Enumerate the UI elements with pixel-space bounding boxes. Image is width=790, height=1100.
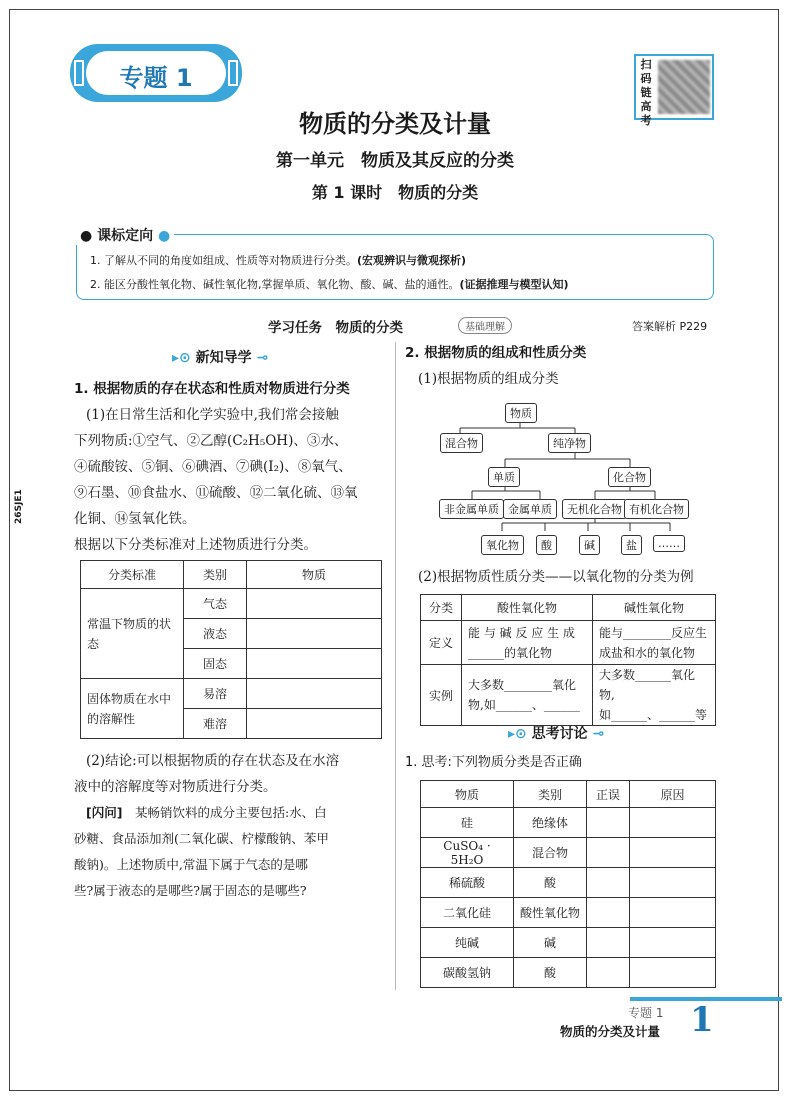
table-cell: 硅	[421, 808, 514, 838]
table-answer-cell[interactable]	[247, 649, 382, 679]
tree-node-more: ……	[653, 535, 685, 552]
table-cell: 二氧化硅	[421, 898, 514, 928]
q2-title: 2. 根据物质的组成和性质分类	[405, 345, 587, 361]
task-pill: 基础理解	[458, 317, 512, 334]
table-cell-base-ex[interactable]: 大多数______氧化物, 如______、______等	[593, 665, 716, 726]
table-answer-cell[interactable]	[247, 679, 382, 709]
table-cell: 固态	[184, 649, 247, 679]
table-header: 正误	[587, 781, 630, 808]
table-cell: CuSO₄ · 5H₂O	[421, 838, 514, 868]
inquiry-l4: 些?属于液态的是哪些?属于固态的是哪些?	[74, 883, 307, 898]
topic-badge	[70, 44, 242, 102]
footer-topic: 专题 1	[628, 1006, 664, 1020]
tree-node-inorganic: 无机化合物	[562, 499, 627, 519]
task-title: 学习任务 物质的分类	[268, 320, 403, 336]
table-header: 类别	[514, 781, 587, 808]
inquiry-l3: 酸钠)。上述物质中,常温下属于气态的是哪	[74, 857, 308, 872]
table-answer-cell[interactable]	[587, 958, 630, 988]
table-header: 分类	[421, 595, 462, 621]
standards-heading: ● 课标定向 ●	[76, 225, 174, 245]
q2-sub2: (2)根据物质性质分类——以氧化物的分类为例	[418, 569, 694, 585]
table-answer-cell[interactable]	[587, 928, 630, 958]
pen-icon: ⊸	[592, 726, 605, 742]
pen-icon: ⊸	[256, 350, 269, 366]
table-cell: 绝缘体	[514, 808, 587, 838]
table-cell: 稀硫酸	[421, 868, 514, 898]
classification-table	[80, 560, 382, 739]
q1-sub1-l3: ④硫酸铵、⑤铜、⑥碘酒、⑦碘(I₂)、⑧氧气、	[74, 459, 352, 475]
play-icon: ▸⊙	[508, 726, 527, 742]
table-answer-cell[interactable]	[630, 958, 716, 988]
lesson-title: 第 1 课时 物质的分类	[311, 183, 479, 202]
tree-node-compound: 化合物	[608, 467, 651, 487]
table-answer-cell[interactable]	[587, 898, 630, 928]
qr-label: 扫码链高考	[640, 58, 652, 127]
table-header: 分类标准	[81, 561, 184, 589]
q1-sub2-l1: (2)结论:可以根据物质的存在状态及在水溶	[86, 753, 340, 769]
q1-sub2-l2: 液中的溶解度等对物质进行分类。	[74, 779, 277, 795]
table-cell-base-def[interactable]: 能与________反应生 成盐和水的氧化物	[593, 621, 716, 665]
table-header: 类别	[184, 561, 247, 589]
q1-sub1-l4: ⑨石墨、⑩食盐水、⑪硫酸、⑫二氧化硫、⑬氧	[74, 485, 358, 501]
table-header: 物质	[247, 561, 382, 589]
play-icon: ▸⊙	[172, 350, 191, 366]
table-answer-cell[interactable]	[587, 838, 630, 868]
q2-sub1: (1)根据物质的组成分类	[418, 371, 559, 387]
q1-sub1-l2: 下列物质:①空气、②乙醇(C₂H₅OH)、③水、	[74, 433, 348, 449]
q1-title: 1. 根据物质的存在状态和性质对物质进行分类	[74, 381, 350, 397]
tree-node-organic: 有机化合物	[624, 499, 689, 519]
table-cell-acid-ex[interactable]: 大多数________氧化 物,如______、______	[462, 665, 593, 726]
badge-ornament-left	[74, 60, 84, 86]
column-divider	[395, 342, 396, 990]
table-header: 酸性氧化物	[462, 595, 593, 621]
judgment-table	[420, 780, 716, 988]
table-answer-cell[interactable]	[247, 589, 382, 619]
table-answer-cell[interactable]	[247, 709, 382, 739]
table-answer-cell[interactable]	[630, 868, 716, 898]
table-cell: 混合物	[514, 838, 587, 868]
badge-ornament-right	[228, 60, 238, 86]
tree-node-oxide: 氧化物	[481, 535, 524, 555]
table-cell: 碳酸氢钠	[421, 958, 514, 988]
tree-node-nonmetal: 非金属单质	[439, 499, 504, 519]
section-title-new-knowledge: ▸⊙ 新知导学 ⊸	[172, 350, 269, 366]
table-header: 物质	[421, 781, 514, 808]
table-header: 原因	[630, 781, 716, 808]
table-answer-cell[interactable]	[630, 838, 716, 868]
tree-node-salt: 盐	[621, 535, 642, 555]
table-answer-cell[interactable]	[587, 868, 630, 898]
q1-sub1-l1: (1)在日常生活和化学实验中,我们常会接触	[86, 407, 339, 423]
table-cell: 酸	[514, 958, 587, 988]
answer-ref: 答案解析 P229	[632, 320, 708, 333]
table-cell: 纯碱	[421, 928, 514, 958]
table-cell: 酸性氧化物	[514, 898, 587, 928]
table-header: 碱性氧化物	[593, 595, 716, 621]
table-cell: 酸	[514, 868, 587, 898]
table-group-label: 固体物质在水中的溶解性	[81, 679, 184, 739]
footer-title: 物质的分类及计量	[560, 1024, 661, 1039]
table-row-label: 实例	[421, 665, 462, 726]
table-cell: 易溶	[184, 679, 247, 709]
q1-sub1-l5: 化铜、⑭氢氧化铁。	[74, 511, 196, 527]
unit-title: 第一单元 物质及其反应的分类	[276, 151, 514, 171]
table-cell-acid-def[interactable]: 能 与 碱 反 应 生 成 ______的氧化物	[462, 621, 593, 665]
page-title: 物质的分类及计量	[299, 110, 491, 138]
tree-node-acid: 酸	[536, 535, 557, 555]
table-answer-cell[interactable]	[630, 928, 716, 958]
table-answer-cell[interactable]	[247, 619, 382, 649]
table-cell: 气态	[184, 589, 247, 619]
side-code: 26SJE1	[14, 489, 24, 524]
tree-node-element: 单质	[488, 467, 520, 487]
table-row-label: 定义	[421, 621, 462, 665]
tree-node-base: 碱	[579, 535, 600, 555]
section-title-discussion: ▸⊙ 思考讨论 ⊸	[508, 726, 605, 742]
table-cell: 液态	[184, 619, 247, 649]
topic-badge-label: 专题 1	[119, 64, 193, 92]
table-cell: 碱	[514, 928, 587, 958]
tree-node-root: 物质	[505, 403, 537, 423]
inquiry-l2: 砂糖、食品添加剂(二氧化碳、柠檬酸钠、苯甲	[74, 831, 329, 846]
tree-node-pure: 纯净物	[548, 433, 591, 453]
tree-node-mixture: 混合物	[440, 433, 483, 453]
tree-node-metal: 金属单质	[503, 499, 557, 519]
table-answer-cell[interactable]	[630, 898, 716, 928]
q1-instruction: 根据以下分类标准对上述物质进行分类。	[74, 537, 317, 553]
q3-title: 1. 思考:下列物质分类是否正确	[405, 755, 582, 770]
table-cell: 难溶	[184, 709, 247, 739]
oxide-table	[420, 594, 716, 726]
inquiry-l1: [闪问] 某畅销饮料的成分主要包括:水、白	[86, 805, 327, 820]
standards-line-1: 1. 了解从不同的角度如组成、性质等对物质进行分类。(宏观辨识与微观探析)	[90, 254, 467, 267]
table-answer-cell[interactable]	[630, 808, 716, 838]
page-number: 1	[690, 1000, 714, 1040]
table-answer-cell[interactable]	[587, 808, 630, 838]
standards-line-2: 2. 能区分酸性氧化物、碱性氧化物,掌握单质、氧化物、酸、碱、盐的通性。(证据推理与模型认知)	[90, 278, 569, 291]
table-group-label: 常温下物质的状态	[81, 589, 184, 679]
